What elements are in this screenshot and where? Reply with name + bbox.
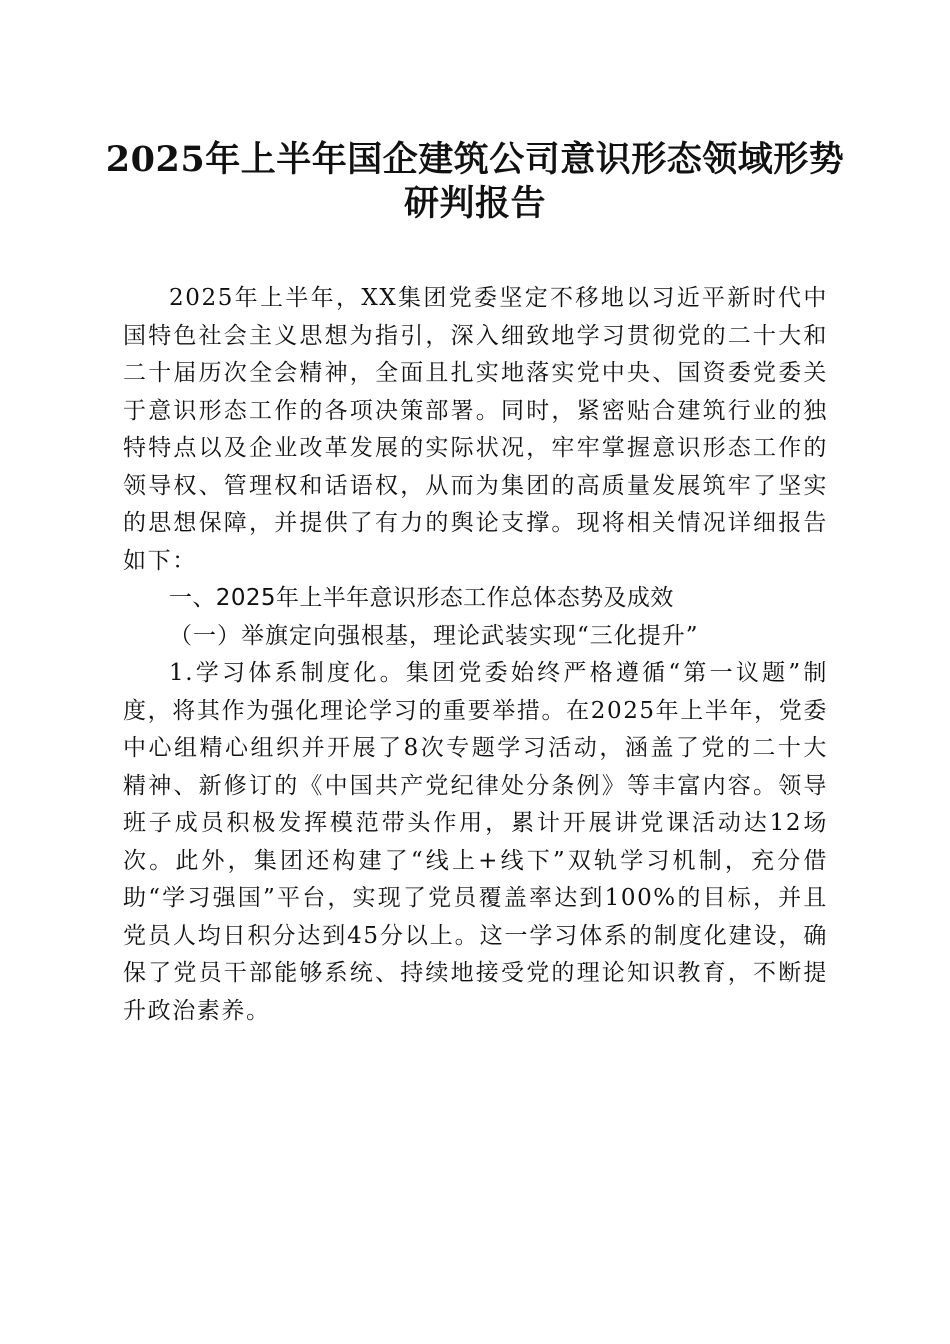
body-paragraph: 1.学习体系制度化。集团党委始终严格遵循“第一议题”制度，将其作为强化理论学习的重要举措。在2025年上半年，党委中心组精心组织并开展了8次专题学习活动，涵盖了党的二十大精神、新修订的《中国共产党纪律处分条例》等丰富内容。领导班子成员积极发挥模范带头作用，累计开展讲党课活动达12场次。此外，集团还构建了“线上+线下”双轨学习机制，充分借助“学习强国”平台，实现了党员覆盖率达到100%的目标，并且党员人均日积分达到45分以上。这一学习体系的制度化建设，确保了党员干部能够系统、持续地接受党的理论知识教育，不断提升政治素养。 — [123, 660, 828, 1024]
document-title: 2025年上半年国企建筑公司意识形态领域形势研判报告 — [105, 139, 845, 224]
section-heading: 一、2025年上半年意识形态工作总体态势及成效 — [169, 585, 674, 611]
intro-paragraph: 2025年上半年，XX集团党委坚定不移地以习近平新时代中国特色社会主义思想为指引，深入细致地学习贯彻党的二十大和二十届历次全会精神，全面且扎实地落实党中央、国资委党委关于意识形态工作的各项决策部署。同时，紧密贴合建筑行业的独特特点以及企业改革发展的实际状况，牢牢掌握意识形态工作的领导权、管理权和话语权，从而为集团的高质量发展筑牢了坚实的思想保障，并提供了有力的舆论支撑。现将相关情况详细报告如下： — [123, 285, 828, 574]
document-body — [123, 280, 828, 1030]
subsection-heading: （一）举旗定向强根基，理论武装实现“三化提升” — [169, 622, 699, 649]
